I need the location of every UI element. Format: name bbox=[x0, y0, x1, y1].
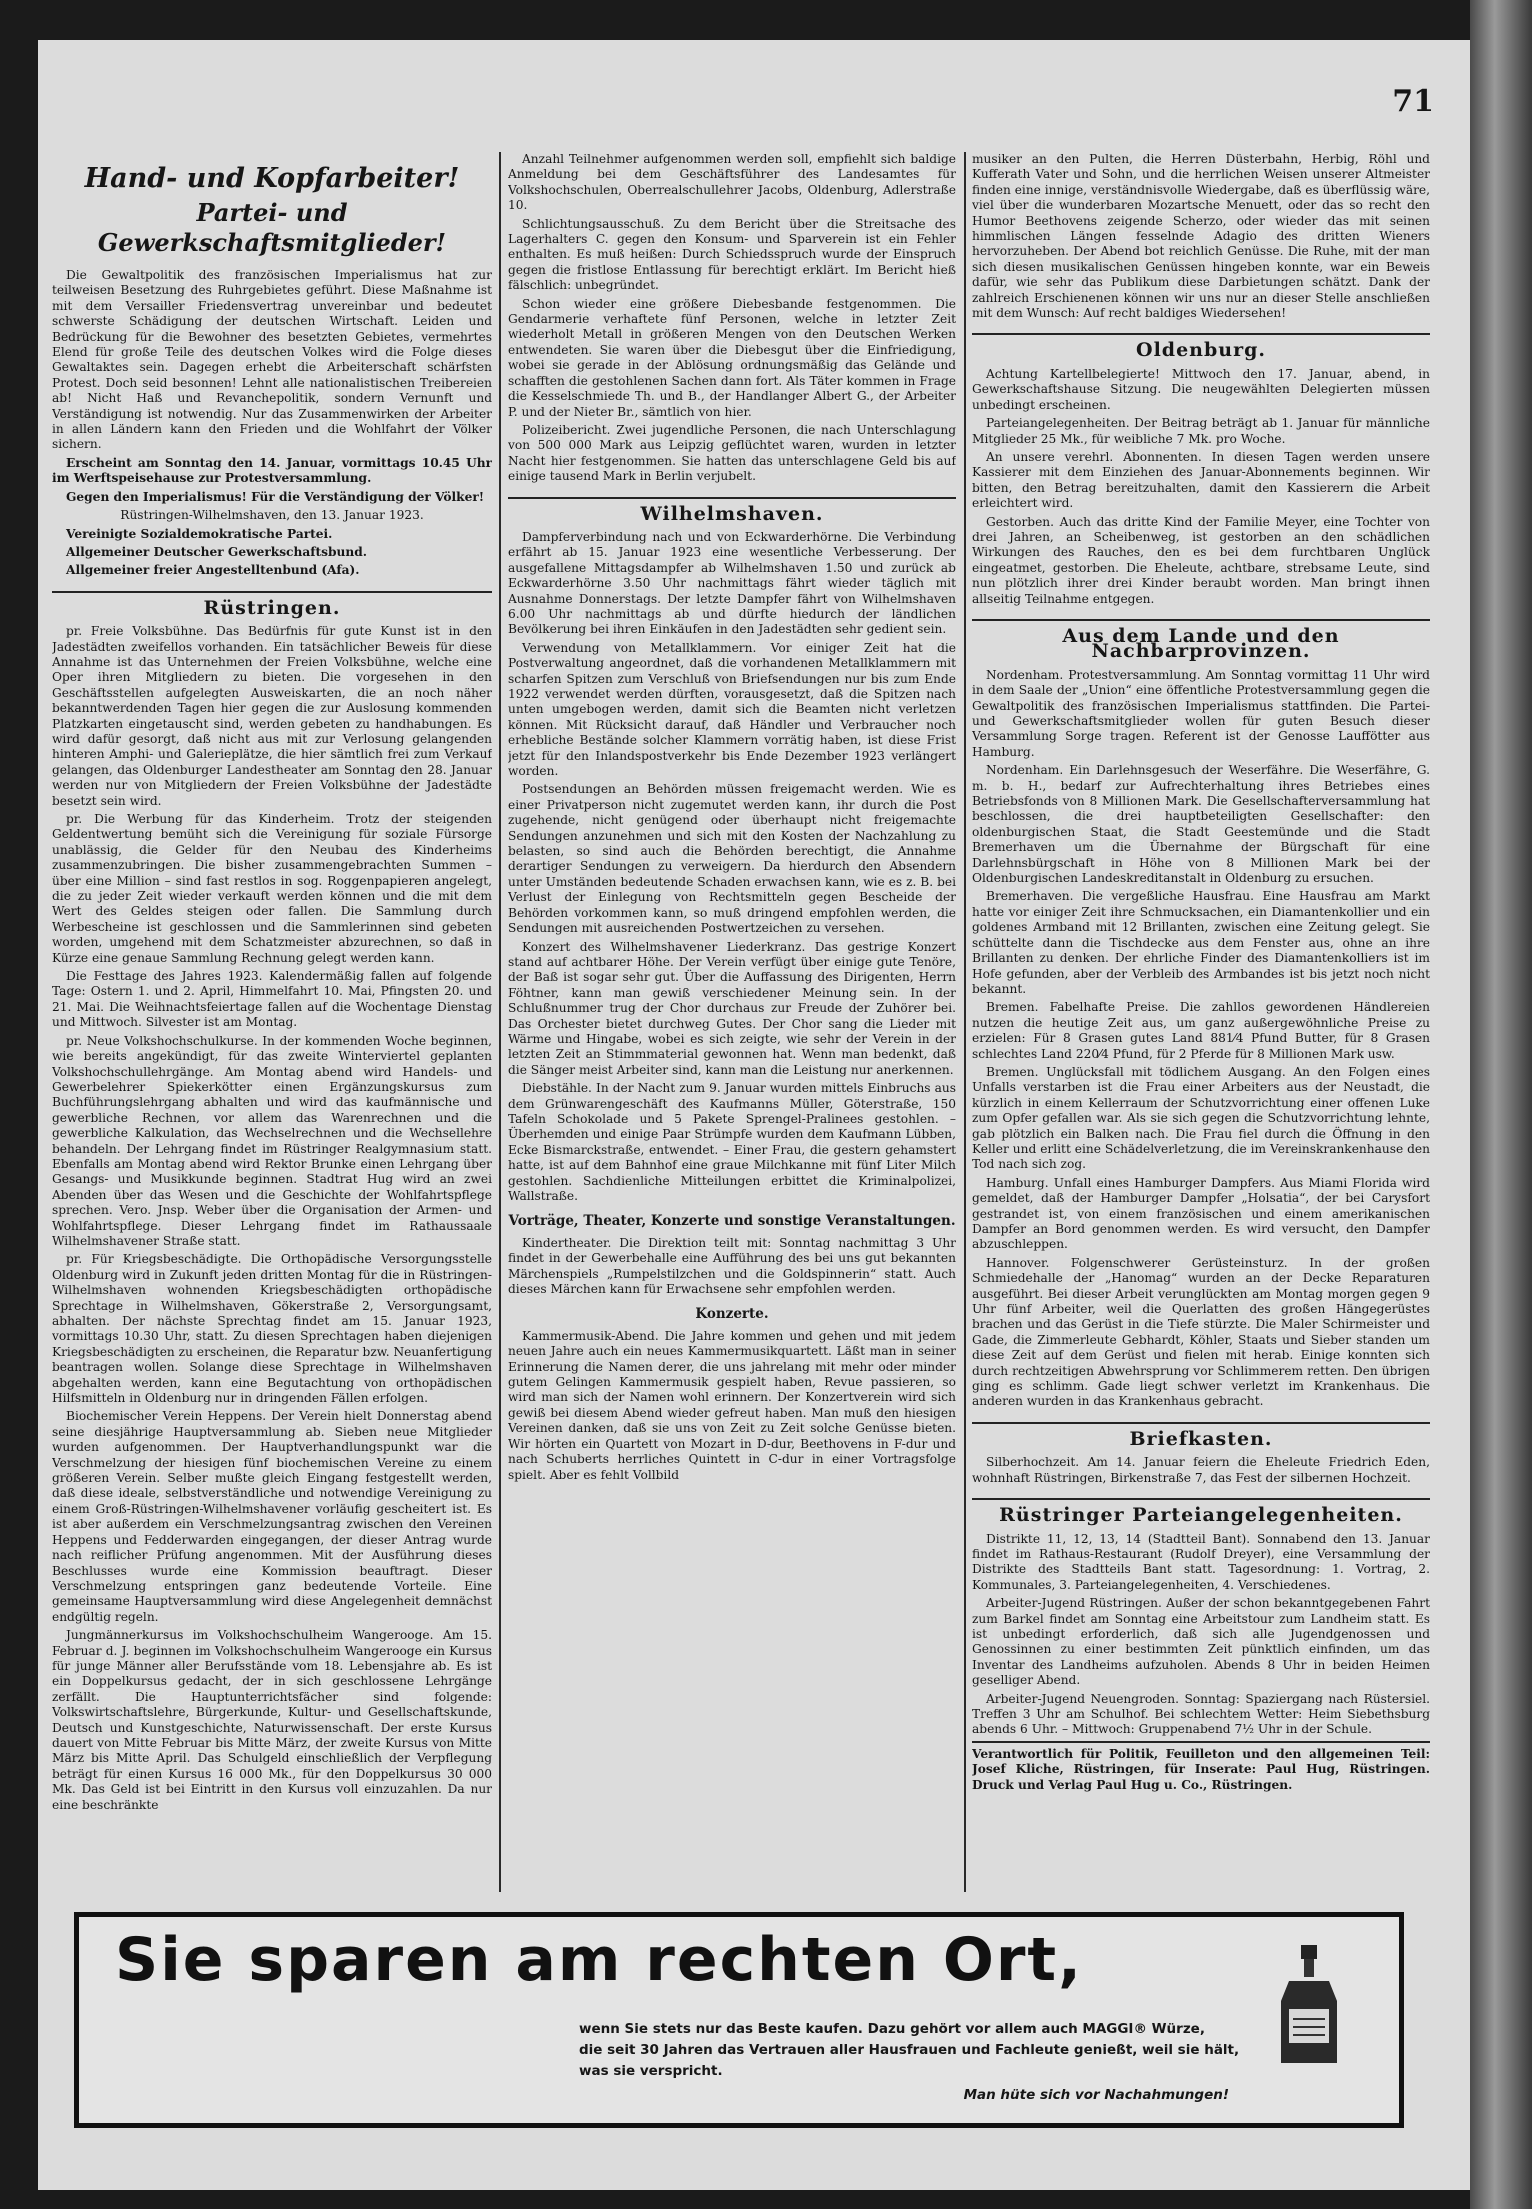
maggi-advertisement bbox=[74, 1912, 1404, 2128]
article: Hamburg. Unfall eines Hamburger Dampfers. Aus Miami Florida wird gemeldet, daß der Hamburger Dampfer „Holsatia“, der bei Carysfort gestrandet ist, von einem französischen und einem amerikanischen Dampfer an Bord genommen werden. Es wird versucht, den Dampfer abzuschleppen. bbox=[972, 1175, 1430, 1252]
article: Nordenham. Ein Darlehnsgesuch der Weserfähre. Die Weserfähre, G. m. b. H., bedarf zur Aufrechterhaltung ihres Betriebes eines Betriebsfonds von 8 Millionen Mark. Die Gesellschafterversammlung hat beschlossen, die drei hauptbeteiligten Gesellschafter: den oldenburgischen Staat, die Stadt Geestemünde und die Stadt Bremerhaven um die Übernahme der Bürgschaft für eine Darlehnsbürgschaft in Höhe von 8 Millionen Mark bei der Oldenburgischen Landeskreditanstalt in Oldenburg zu ersuchen. bbox=[972, 763, 1430, 886]
article: Nordenham. Protestversammlung. Am Sonntag vormittag 11 Uhr wird in dem Saale der „Union“ eine öffentliche Protestversammlung gegen die Gewaltpolitik des französischen Imperialismus stattfinden. Die Partei- und Gewerkschaftsmitglieder wollen für guten Besuch dieser Versammlung Sorge tragen. Referent ist der Genosse Lauffötter aus Hamburg. bbox=[972, 667, 1430, 759]
article: pr. Die Werbung für das Kinderheim. Trotz der steigenden Geldentwertung bemüht sich die Vereinigung für soziale Fürsorge unablässig, die Gelder für den Neubau des Kinderheims zusammenzubringen. Die bisher zusammengebrachten Summen – über eine Million – sind fast restlos in sog. Roggenpapieren angelegt, die zu jeder Zeit wieder verkauft werden können und die mit dem Wert des Geldes steigen oder fallen. Die Sammlung durch Werbescheine ist geschlossen und die Sammlerinnen sind gebeten worden, umgehend mit dem Schatzmeister abzurechnen, so daß in Kürze eine genaue Sammlung Rechnung gelegt werden kann. bbox=[52, 812, 492, 965]
appeal-text: Die Gewaltpolitik des französischen Imperialismus hat zur teilweisen Besetzung des Ruhrgebietes geführt. Diese Maßnahme ist mit dem Versailler Friedensvertrag unvereinbar und bedeutet schwerste Schädigung der deutschen Wirtschaft. Leiden und Bedrückung für die Bewohner des besetzten Gebietes, vermehrtes Elend für große Teile des deutschen Volkes wird die Folge dieses Gewaltaktes sein. Dagegen erhebt die Arbeiterschaft schärfsten Protest. Doch seid besonnen! Lehnt alle nationalistischen Treibereien ab! Nicht Haß und Revanchepolitik, sondern Vernunft und Verständigung ist notwendig. Nur das Zusammenwirken der Arbeiter in allen Ländern kann den Frieden und die Wohlfahrt der Völker sichern. bbox=[52, 268, 492, 452]
article: Die Festtage des Jahres 1923. Kalendermäßig fallen auf folgende Tage: Ostern 1. und 2. April, Himmelfahrt 10. Mai, Pfingsten 20. und 21. Mai. Die Weihnachtsfeiertage fallen auf die Wochentage Dienstag und Mittwoch. Silvester ist am Montag. bbox=[52, 969, 492, 1030]
section-party-affairs: Rüstringer Parteiangelegenheiten. bbox=[972, 1498, 1430, 1523]
article: pr. Für Kriegsbeschädigte. Die Orthopädische Versorgungsstelle Oldenburg wird in Zukunft jeden dritten Montag für die in Rüstringen-Wilhelmshaven wohnenden Kriegsbeschädigten orthopädische Sprechtage in Wilhelmshaven, Gökerstraße 2, Versorgungsamt, abhalten. Der nächste Sprechtag findet am 15. Januar 1923, vormittags 10.30 Uhr, statt. Zu diesen Sprechtagen haben diejenigen Kriegsbeschädigten zu erscheinen, die Reparatur bzw. Neuanfertigung beantragen wollen. Solange diese Sprechtage in Wilhelmshaven abgehalten werden, kann eine Begutachtung von orthopädischen Hilfsmitteln in Oldenburg nur in dringenden Fällen erfolgen. bbox=[52, 1252, 492, 1406]
article: Arbeiter-Jugend Rüstringen. Außer der schon bekanntgegebenen Fahrt zum Barkel findet am Sonntag eine Arbeitstour zum Landheim statt. Es ist unbedingt erforderlich, daß sich alle Jugendgenossen und Genossinnen zu einer bestimmten Zeit pünktlich einfinden, um das Inventar des Landheims aufzuholen. Abends 8 Uhr in beiden Heimen geselliger Abend. bbox=[972, 1596, 1430, 1688]
article: Polizeibericht. Zwei jugendliche Personen, die nach Unterschlagung von 500 000 Mark aus Leipzig geflüchtet waren, wurden in letzter Nacht hier festgenommen. Sie hatten das unterschlagene Geld bis auf einige tausend Mark in Berlin verjubelt. bbox=[508, 422, 956, 484]
article: Bremen. Fabelhafte Preise. Die zahllos gewordenen Händlereien nutzen die heutige Zeit aus, um ganz außergewöhnliche Preise zu erzielen: Für 8 Grasen gutes Land 881⁄4 Pfund Butter, für 8 Grasen schlechtes Land 220⁄4 Pfund, für 2 Pferde für 8 Millionen Mark usw. bbox=[972, 1000, 1430, 1061]
article: Diebstähle. In der Nacht zum 9. Januar wurden mittels Einbruchs aus dem Grünwarengeschäft des Kaufmanns Müller, Göterstraße, 150 Tafeln Schokolade und 5 Pakete Sprengel-Pralinees gestohlen. – Überhemden und einige Paar Strümpfe wurden dem Kaufmann Lübben, Ecke Bismarckstraße, entwendet. – Einer Frau, die gestern gehamstert hatte, ist auf dem Bahnhof eine graue Milchkanne mit fünf Liter Milch gestohlen. Sachdienliche Mitteilungen erbittet die Kriminalpolizei, Wallstraße. bbox=[508, 1081, 956, 1203]
section-briefkasten: Briefkasten. bbox=[972, 1422, 1430, 1447]
article: Schon wieder eine größere Diebesbande festgenommen. Die Gendarmerie verhaftete fünf Personen, welche in letzter Zeit wiederholt Metall in größeren Mengen von den Deutschen Werken entwendeten. Sie waren über die Diebesgut über die Einfriedigung, wobei sie gerade in der Ablösung ordnungsmäßig das Gelände und schafften die gestohlenen Sachen dann fort. Als Täter kommen in Frage die Kesselschmiede Th. und B., der Handlanger Albert G., der Arbeiter P. und der Nieter Br., sämtlich von hier. bbox=[508, 296, 956, 419]
ad-headline: Sie sparen am rechten Ort, bbox=[115, 1925, 1083, 1995]
signature-party: Vereinigte Sozialdemokratische Partei. bbox=[66, 526, 333, 541]
column-1 bbox=[52, 152, 492, 1892]
article: Kammermusik-Abend. Die Jahre kommen und gehen und mit jedem neuen Jahre auch ein neues Kammermusikquartett. Läßt man in seiner Erinnerung die Namen derer, die uns jahrelang mit mehr oder minder gutem Gelingen Kammermusik gespielt haben, Revue passieren, so wird man sich der Namen wohl erinnern. Der Konzertverein wird sich gewiß bei diesem Abend wieder gefreut haben. Man muß den hiesigen Vereinen danken, daß sie uns von Zeit zu Zeit solche Genüsse bieten. Wir hörten ein Quartett von Mozart in D-dur, Beethovens in F-dur und nach Schuberts herrliches Quintett in C-dur in einer Vortragsfolge spielt. Aber es fehlt Vollbild bbox=[508, 1328, 956, 1482]
slogan: Gegen den Imperialismus! Für die Verständigung der Völker! bbox=[66, 489, 485, 504]
article: musiker an den Pulten, die Herren Düsterbahn, Herbig, Röhl und Kufferath Vater und Sohn, und die herrlichen Weisen unserer Altmeister finden eine innige, verständnisvolle Wiedergabe, daß es überflüssig wäre, viel über die wunderbaren Mozartsche Menuett, oder das so recht den Humor Beethovens zeigende Scherzo, oder wieder das mit seinen himmlischen Längen fesselnde Adagio des dritten Wieners hervorzuheben. Der Abend bot reichlich Genüsse. Die Ruhe, mit der man sich diesen musikalischen Genüssen hingeben konnte, war ein Beweis dafür, wie sehr das Publikum diese Darbietungen schätzt. Dank der zahlreich Erschienenen können wir uns nur an dieser Stelle anschließen mit dem Wunsch: Auf recht baldiges Wiedersehen! bbox=[972, 152, 1430, 321]
bottle-icon bbox=[1259, 1941, 1359, 2071]
section-ruestringen: Rüstringen. bbox=[52, 591, 492, 616]
section-events: Vorträge, Theater, Konzerte und sonstige Veranstaltungen. bbox=[508, 1213, 956, 1230]
ad-body bbox=[579, 2019, 1279, 2082]
article: pr. Freie Volksbühne. Das Bedürfnis für gute Kunst ist in den Jadestädten zweifellos vorhanden. Ein tatsächlicher Beweis für diese Annahme ist das Unternehmen der Freien Volksbühne, welche eine Oper ihren Mitgliedern zu bieten. Die vorgesehen in den Geschäftsstellen aufgelegten Ausweiskarten, die an noch näher bekanntwerdenden Tagen hier gegen die zur Auslosung kommenden Platzkarten eingetauscht sind, werden gebeten zu handhabungen. Es wird dafür gesorgt, daß nicht aus mit zur Verlosung gelangenden hinteren Amphi- und Galerieplätze, die hier sämtlich frei zum Verkauf gelangen, das Oldenburger Landestheater am Sonntag den 28. Januar werden nur von Mitgliedern der Freien Volksbühne der Jadestädte besetzt sein wird. bbox=[52, 624, 492, 808]
article: Arbeiter-Jugend Neuengroden. Sonntag: Spaziergang nach Rüstersiel. Treffen 3 Uhr am Schulhof. Bei schlechtem Wetter: Heim Siebethsburg abends 6 Uhr. – Mittwoch: Gruppenabend 7½ Uhr in der Schule. bbox=[972, 1691, 1430, 1737]
signature-afa: Allgemeiner freier Angestelltenbund (Afa). bbox=[66, 563, 360, 578]
article: Konzert des Wilhelmshavener Liederkranz. Das gestrige Konzert stand auf achtbarer Höhe. Der Verein verfügt über einige gute Tenöre, der Baß ist sogar sehr gut. Über die Auffassung des Dirigenten, Herrn Föhtner, kann man gewiß verschiedener Meinung sein. In der Schlußnummer trug der Chor durchaus zur Freude der Zuhörer bei. Das Orchester bietet durchweg Gutes. Der Chor sang die Lieder mit Wärme und Hingabe, wobei es sich zeigte, wie sehr der Verein in der letzten Zeit an Stimmmaterial gewonnen hat. Wenn man bedenkt, daß die Sänger meist Arbeiter sind, kann man die Leistung nur anerkennen. bbox=[508, 939, 956, 1077]
article: Gestorben. Auch das dritte Kind der Familie Meyer, eine Tochter von drei Jahren, an Scheibenweg, ist gestorben an den schädlichen Wirkungen des Rauches, den es bei dem furchtbaren Unglück eingeatmet, gestorben. Die Eheleute, achtbare, strebsame Leute, sind nun plötzlich ihrer drei Kinder beraubt worden. Man bringt ihnen allseitig Teilnahme entgegen. bbox=[972, 514, 1430, 606]
article: Hannover. Folgenschwerer Gerüsteinsturz. In der großen Schmiedehalle der „Hanomag“ wurden an der Decke Reparaturen ausgeführt. Bei dieser Arbeit verunglückten am Montag morgen gegen 9 Uhr fünf Arbeiter, weil die Querlatten des großen Hängegerüstes brachen und das Gerüst in die Tiefe stürzte. Die Maler Schirmeister und Gade, die Zimmerleute Gebhardt, Köhler, Staats und Sieber standen um diese Zeit auf dem Gerüst und fielen mit herab. Einige konnten sich durch rechtzeitigen Abwehrsprung vor Schlimmerem retten. Den übrigen ging es schlimm. Gade liegt schwer verletzt im Krankenhaus. Die anderen wurden in das Krankenhaus gebracht. bbox=[972, 1255, 1430, 1409]
column-2 bbox=[508, 152, 956, 1892]
article: Distrikte 11, 12, 13, 14 (Stadtteil Bant). Sonnabend den 13. Januar findet im Rathaus-Restaurant (Rudolf Dreyer), eine Versammlung der Distrikte des Stadtteils Bant statt. Tagesordnung: 1. Vortrag, 2. Kommunales, 3. Parteiangelegenheiten, 4. Verschiedenes. bbox=[972, 1531, 1430, 1592]
signature-union: Allgemeiner Deutscher Gewerkschaftsbund. bbox=[66, 544, 367, 559]
column-3 bbox=[972, 152, 1430, 1892]
article: Dampferverbindung nach und von Eckwarderhörne. Die Verbindung erfährt ab 15. Januar 1923 eine wesentliche Verbesserung. Der ausgefallene Mittagsdampfer ab Wilhelmshaven 1.50 und zurück ab Eckwarderhörne 3.50 Uhr nachmittags fährt wieder täglich mit Ausnahme Donnerstags. Der letzte Dampfer fährt von Wilhelmshaven 6.00 Uhr nachmittags ab und dürfte hiedurch der ländlichen Bevölkerung bei ihren Einkäufen in den Jadestädten sehr gedient sein. bbox=[508, 529, 956, 637]
ad-footer: Man hüte sich vor Nachahmungen! bbox=[963, 2087, 1229, 2103]
section-oldenburg: Oldenburg. bbox=[972, 333, 1430, 358]
ad-body-line: was sie verspricht. bbox=[579, 2063, 723, 2079]
section-provinces: Aus dem Lande und den Nachbarprovinzen. bbox=[972, 619, 1430, 660]
article: Kindertheater. Die Direktion teilt mit: Sonntag nachmittag 3 Uhr findet in der Gewerbehalle eine Aufführung des bei uns gut bekannten Märchenspiels „Rumpelstilzchen und die Goldspinnerin“ statt. Auch dieses Märchen kann für Erwachsene sehr empfohlen werden. bbox=[508, 1235, 956, 1297]
article: Silberhochzeit. Am 14. Januar feiern die Eheleute Friedrich Eden, wohnhaft Rüstringen, Birkenstraße 7, das Fest der silbernen Hochzeit. bbox=[972, 1455, 1430, 1485]
call-to-protest: Erscheint am Sonntag den 14. Januar, vormittags 10.45 Uhr im Werftspeisehause zur Protestversammlung. bbox=[52, 455, 492, 486]
article: Anzahl Teilnehmer aufgenommen werden soll, empfiehlt sich baldige Anmeldung bei dem Geschäftsführer des Landesamtes für Volkshochschulen, Oberrealschullehrer Jacobs, Oldenburg, Adlerstraße 10. bbox=[508, 152, 956, 213]
article: Bremerhaven. Die vergeßliche Hausfrau. Eine Hausfrau am Markt hatte vor einiger Zeit ihre Schmucksachen, ein Diamantenkollier und ein goldenes Armband mit 12 Brillanten, zwischen eine Zeitung gelegt. Sie schüttelte dann die Tischdecke aus dem Fenster aus, ohne an ihre Brillanten zu denken. Der ehrliche Finder des Diamantenkolliers ist im Hofe gefunden, aber der Verbleib des Armbandes ist bis jetzt noch nicht bekannt. bbox=[972, 889, 1430, 996]
article: Jungmännerkursus im Volkshochschulheim Wangerooge. Am 15. Februar d. J. beginnen im Volkshochschulheim Wangerooge ein Kursus für junge Männer aller Berufsstände vom 18. Lebensjahre ab. Es ist ein Doppelkursus gedacht, der in sich geschlossene Lehrgänge zerfällt. Die Hauptunterrichtsfächer sind folgende: Volkswirtschaftslehre, Bürgerkunde, Kultur- und Gesellschaftskunde, Deutsch und Kunstgeschichte, Naturwissenschaft. Der erste Kursus dauert von Mitte Februar bis Mitte März, der zweite Kursus von Mitte März bis Mitte April. Das Schulgeld einschließlich der Verpflegung beträgt für einen Kursus 16 000 Mk., für den Doppelkursus 30 000 Mk. Das Geld ist bei Eintritt in den Kursus voll einzuzahlen. Da nur eine beschränkte bbox=[52, 1628, 492, 1812]
imprint: Verantwortlich für Politik, Feuilleton und den allgemeinen Teil: Josef Kliche, Rüstringen, für Inserate: Paul Hug, Rüstringen. Druck und Verlag Paul Hug u. Co., Rüstringen. bbox=[972, 1741, 1430, 1793]
ad-body-line: wenn Sie stets nur das Beste kaufen. Dazu gehört vor allem auch MAGGI® Würze, bbox=[579, 2021, 1205, 2037]
section-wilhelmshaven: Wilhelmshaven. bbox=[508, 497, 956, 522]
article: Biochemischer Verein Heppens. Der Verein hielt Donnerstag abend seine diesjährige Hauptversammlung ab. Sieben neue Mitglieder wurden aufgenommen. Der Hauptverhandlungspunkt war die Verschmelzung der hiesigen fünf biochemischen Vereine zu einem größeren Verein. Selber mußte gleich Eingang festgestellt werden, daß diese ideale, selbstverständliche und notwendige Vereinigung zu einem Groß-Rüstringen-Wilhelmshavener vorläufig gescheitert ist. Es ist aber außerdem ein Verschmelzungsantrag zwischen den Vereinen Heppens und Fedderwarden eingegangen, der dieser Antrag wurde nach reiflicher Prüfung angenommen. Mit der Ausführung dieses Beschlusses wurde eine Kommission beauftragt. Dieser Verschmelzung entspringen ganz bedeutende Vorteile. Eine gemeinsame Hauptversammlung wird diese Angelegenheit demnächst endgültig regeln. bbox=[52, 1409, 492, 1624]
section-concerts: Konzerte. bbox=[695, 1306, 769, 1323]
article: pr. Neue Volkshochschulkurse. In der kommenden Woche beginnen, wie bereits angekündigt, für das zweite Winterviertel geplanten Volkshochschullehrgänge. Am Montag abend wird Handels- und Gewerbelehrer Spiekerkötter einen Ergänzungskursus zum Buchführungslehrgang abhalten und wird das kaufmännische und gewerbliche Rechnen, vor allem das Warenrechnen und die gewerbliche Kalkulation, das Wechselrechnen und die Wechsellehre behandeln. Der Lehrgang findet im Rüstringer Realgymnasium statt. Ebenfalls am Montag abend wird Rektor Brunke einen Lehrgang über Gesangs- und Musikkunde beginnen. Stadtrat Hug wird an zwei Abenden über das Wesen und die Geschichte der Wohlfahrtspflege sprechen. Vero. Jnsp. Weber über die Organisation der Armen- und Wohlfahrtspflege. Dieser Lehrgang findet im Rathaussaale Wilhelmshavener Straße statt. bbox=[52, 1033, 492, 1248]
column-rule bbox=[499, 152, 501, 1892]
article: Postsendungen an Behörden müssen freigemacht werden. Wie es einer Privatperson nicht zugemutet werden kann, ihr durch die Post zugehende, nicht genügend oder überhaupt nicht freigemachte Sendungen anzunehmen und sich mit den Kosten der Nachzahlung zu belasten, so sind auch die Behörden berechtigt, die Annahme derartiger Sendungen zu verweigern. Da hierdurch den Absendern unter Umständen bedeutende Schaden erwachsen kann, wie es z. B. bei Verlust der Einlegung von Rechtsmitteln gegen Bescheide der Behörden vorkommen kann, so muß dringend empfohlen werden, die Sendungen mit ausreichenden Postwertzeichen zu versehen. bbox=[508, 782, 956, 936]
article: Verwendung von Metallklammern. Vor einiger Zeit hat die Postverwaltung angeordnet, daß die vorhandenen Metallklammern mit scharfen Spitzen zum Verschluß von Briefsendungen nur bis zum Ende 1922 verwendet werden dürften, vorausgesetzt, daß die Spitzen nach unten umgebogen werden, damit sich die Beamten nicht verletzen können. Mit Rücksicht darauf, daß Händler und Verbraucher noch erhebliche Bestände solcher Klammern vorrätig haben, ist diese Frist jetzt für den Inlandspostverkehr bis Ende Dezember 1923 verlängert worden. bbox=[508, 640, 956, 779]
article: Achtung Kartellbelegierte! Mittwoch den 17. Januar, abend, in Gewerkschaftshause Sitzung. Die neugewählten Delegierten müssen unbedingt erscheinen. bbox=[972, 366, 1430, 412]
page-number: 71 bbox=[1392, 84, 1434, 119]
article: Bremen. Unglücksfall mit tödlichem Ausgang. An den Folgen eines Unfalls verstarben ist die Frau einer Arbeiters aus der Neustadt, die kürzlich in einem Kellerraum der Schutzvorrichtung einer offenen Luke zum Opfer gefallen war. Als sie sich gegen die Schutzvorrichtung lehnte, gab plötzlich ein Balken nach. Die Frau fiel durch die Öffnung in den Keller und erlitt eine Schädelverletzung, die im Vereinskrankenhause den Tod nach sich zog. bbox=[972, 1064, 1430, 1172]
headline-workers: Hand- und Kopfarbeiter! bbox=[84, 163, 460, 194]
book-binding bbox=[1470, 0, 1532, 2209]
article: An unsere verehrl. Abonnenten. In diesen Tagen werden unsere Kassierer mit dem Einziehen des Januar-Abonnements beginnen. Wir bitten, den Betrag bereitzuhalten, damit den Kassierern die Arbeit erleichtert wird. bbox=[972, 449, 1430, 511]
headline-party-members: Partei- und Gewerkschaftsmitglieder! bbox=[97, 198, 447, 257]
article: Parteiangelegenheiten. Der Beitrag beträgt ab 1. Januar für männliche Mitglieder 25 Mk., für weibliche 7 Mk. pro Woche. bbox=[972, 416, 1430, 446]
column-rule bbox=[964, 152, 966, 1892]
dateline: Rüstringen-Wilhelmshaven, den 13. Januar 1923. bbox=[120, 508, 424, 523]
ad-body-line: die seit 30 Jahren das Vertrauen aller Hausfrauen und Fachleute genießt, weil sie hält, bbox=[579, 2042, 1240, 2058]
newspaper-page bbox=[38, 40, 1470, 2190]
article: Schlichtungsausschuß. Zu dem Bericht über die Streitsache des Lagerhalters C. gegen den Konsum- und Sparverein ist ein Fehler enthalten. Es muß heißen: Durch Schiedsspruch wurde der Einspruch gegen die fristlose Entlassung für berechtigt erklärt. Im Bericht hieß fälschlich: unbegründet. bbox=[508, 216, 956, 293]
